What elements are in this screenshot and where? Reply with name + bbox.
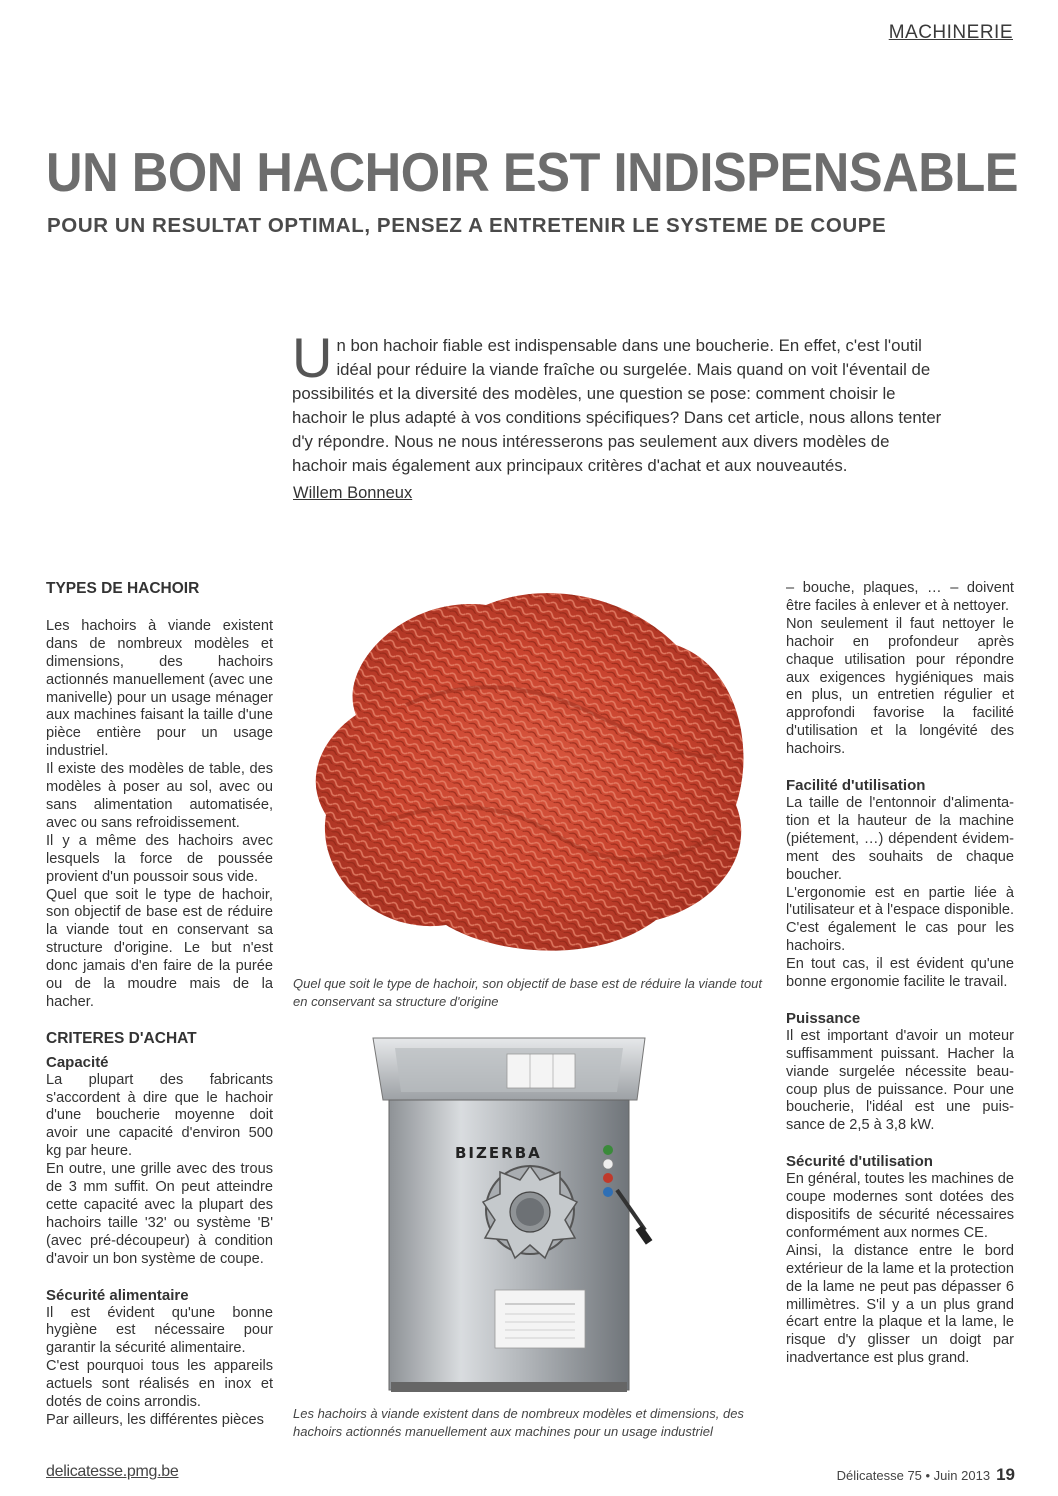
paragraph: Il est évident qu'une bonne hygiène est nécessaire pour garantir la sécurité alimentaire. — [46, 1304, 273, 1357]
paragraph: En général, toutes les machines de coupe modernes sont dotées des dispositifs de sécurité nécessaires conformément aux normes CE. — [786, 1171, 1014, 1241]
intro-paragraph — [292, 326, 942, 478]
paragraph: La plupart des fabricants s'accordent à dire que le hachoir d'une boucherie moyenne doit avoir une capacité d'environ 500 kg par heure. — [46, 1071, 273, 1160]
image-caption: Quel que soit le type de hachoir, son objectif de base est de réduire la viande tout en conservant sa structure d'origine — [293, 976, 763, 1009]
left-column — [46, 580, 273, 1430]
brand-logo: BIZERBA — [455, 1144, 542, 1162]
image-caption: Les hachoirs à viande existent dans de nombreux modèles et dimensions, des hachoirs actionnés manuellement aux machines pour un usage industriel — [293, 1406, 744, 1439]
paragraph: Les hachoirs à viande existent dans de nombreux modèles et dimensions, des hachoirs actionnés manuellement (avec une manivelle) pour un usage ménager aux machines faisant la taille d'une pièce entière pour un usage industriel. — [46, 617, 273, 760]
paragraph: En tout cas, il est évident qu'une bonne ergonomie facilite le travail. — [786, 956, 1014, 991]
paragraph: La taille de l'entonnoir d'alimentation et la hauteur de la machine (piétement, …) dépendent évidemment des souhaits de chaque boucher. — [786, 794, 1014, 883]
right-column — [786, 580, 1014, 1368]
page-subtitle: POUR UN RESULTAT OPTIMAL, PENSEZ A ENTRETENIR LE SYSTEME DE COUPE — [47, 214, 887, 237]
paragraph: Non seulement il faut nettoyer le hachoir en profondeur après chaque utilisation pour répondre aux exigences hygiéniques mais en plus, un entretien régulier et approfondi favorise la facilité d'utilisation et la longévité des hachoirs. — [786, 615, 1014, 758]
intro-text: n bon hachoir fiable est indispensable dans une boucherie. En effet, c'est l'outil idéal pour réduire la viande fraîche ou surgelée. Mais quand on voit l'éventail de possibilités et la diversité des modèles, une question se pose: comment choisir le hachoir le plus adapté à vos conditions spécifiques? Dans cet article, nous allons tenter d'y répondre. Nous ne nous intéresserons pas seulement aux divers modèles de hachoir mais également aux principaux critères d'achat et aux nouveautés. — [292, 336, 942, 475]
subheading-facilite: Facilité d'utilisation — [786, 777, 926, 795]
footer-website-link[interactable]: delicatesse.pmg.be — [46, 1463, 179, 1480]
footer-issue — [837, 1465, 1015, 1485]
paragraph: Par ailleurs, les différentes pièces — [46, 1411, 264, 1428]
subheading-securite-utilisation: Sécurité d'utilisation — [786, 1153, 933, 1171]
heading-types: TYPES DE HACHOIR — [46, 580, 200, 597]
paragraph: Il y a même des hachoirs avec lesquels la force de poussée provient d'un poussoir sous vide. — [46, 832, 273, 885]
dropcap: U — [292, 326, 333, 389]
paragraph: Il est important d'avoir un moteur suffisamment puissant. Hacher la viande surgelée nécessite beaucoup plus de puissance. Pour une boucherie, l'idéal est une puissance de 2,5 à 3,8 kW. — [786, 1027, 1014, 1134]
paragraph: Ainsi, la distance entre le bord extérieur de la lame et la protection de la lame ne peut pas dépasser 6 millimètres. S'il y a un plus grand écart entre la plaque et la lame, le risque d'y glisser un doigt par inadvertance est plus grand. — [786, 1242, 1014, 1367]
paragraph: C'est pourquoi tous les appareils actuels sont réalisés en inox et dotés de coins arrondis. — [46, 1358, 273, 1411]
issue-info: Délicatesse 75 • Juin 2013 — [836, 1468, 991, 1483]
page-number: 19 — [996, 1465, 1015, 1484]
subheading-puissance: Puissance — [786, 1009, 861, 1027]
author-byline: Willem Bonneux — [293, 484, 413, 502]
subheading-capacite: Capacité — [46, 1053, 109, 1071]
page-title: UN BON HACHOIR EST INDISPENSABLE — [46, 141, 1019, 203]
subheading-securite-alimentaire: Sécurité alimentaire — [46, 1286, 189, 1304]
paragraph: Quel que soit le type de hachoir, son objectif de base est de réduire la viande tout en conservant sa structure d'origine. Le but n'est donc jamais d'en faire de la purée ou de la moudre mais de la hacher. — [46, 886, 273, 1010]
paragraph: Il existe des modèles de table, des modèles à poser au sol, avec ou sans alimentation automatisée, avec ou sans refroidissement. — [46, 761, 273, 831]
paragraph: L'ergonomie est en partie liée à l'utilisateur et à l'espace disponible. C'est également le cas pour les hachoirs. — [786, 884, 1014, 955]
minced-meat-photo — [296, 575, 756, 970]
heading-criteres: CRITERES D'ACHAT — [46, 1029, 197, 1047]
paragraph: En outre, une grille avec des trous de 3 mm suffit. On peut atteindre cette capacité avec la plupart des hachoirs taille '32' ou système 'B' (avec pré-découpeur) à condition d'avoir un bon système de coupe. — [46, 1161, 273, 1267]
meat-grinder-photo — [355, 1030, 655, 1396]
section-label: MACHINERIE — [888, 22, 1013, 43]
paragraph: – bouche, plaques, … – doivent être faciles à enlever et à nettoyer. — [786, 580, 1014, 614]
